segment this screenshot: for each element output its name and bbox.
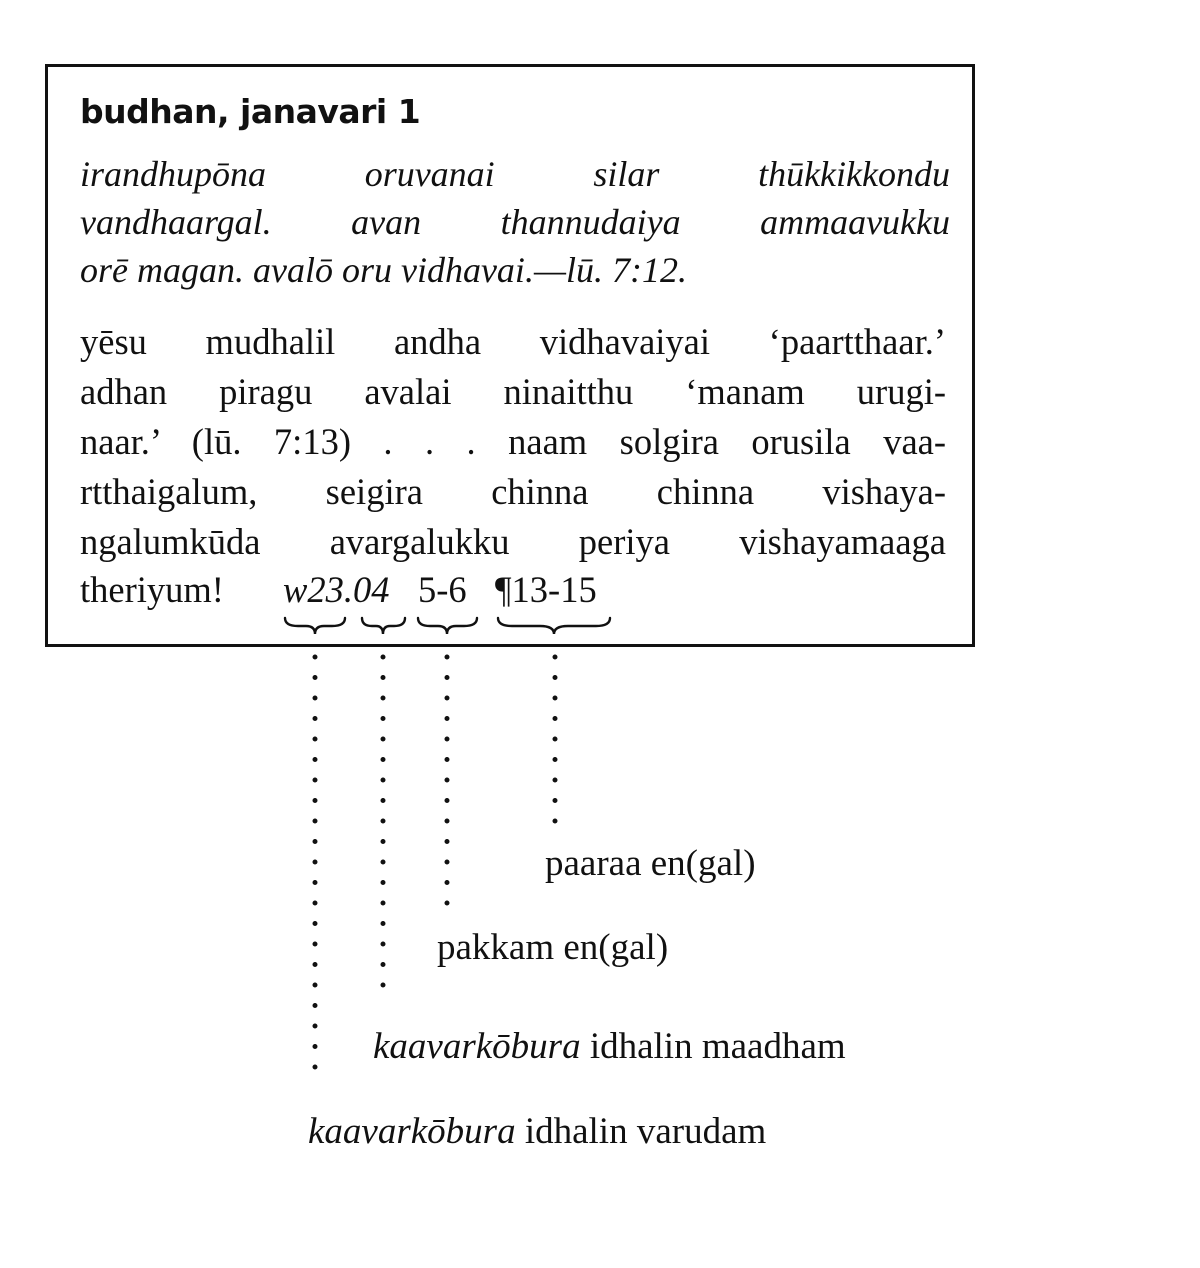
date-heading: budhan, janavari 1 bbox=[80, 92, 421, 131]
paragraph-numbers: ¶13-15 bbox=[495, 569, 597, 610]
page-numbers: 5-6 bbox=[418, 569, 467, 610]
brace-month bbox=[362, 618, 405, 634]
year-label-suffix: idhalin varudam bbox=[515, 1111, 767, 1152]
page-label: pakkam en(gal) bbox=[437, 927, 669, 968]
month-label bbox=[373, 1025, 846, 1068]
year-label bbox=[308, 1110, 766, 1153]
verse-line: vandhaargal. avan thannudaiya ammaavukku bbox=[80, 202, 950, 242]
month-label-suffix: idhalin maadham bbox=[580, 1026, 846, 1067]
body-line: ngalumkūda avargalukku periya vishayamaaga bbox=[80, 521, 946, 562]
verse-line: orē magan. avalō oru vidhavai.—lū. 7:12. bbox=[80, 250, 687, 290]
body-line: rtthaigalum, seigira chinna chinna vishaya- bbox=[80, 471, 946, 512]
body-line: adhan piragu avalai ninaitthu ‘manam urugi- bbox=[80, 371, 946, 412]
paragraph-label: paaraa en(gal) bbox=[545, 843, 756, 884]
body-line: naar.’ (lū. 7:13) . . . naam solgira orusila vaa- bbox=[80, 421, 946, 462]
year-label-magazine: kaavarkōbura bbox=[308, 1111, 516, 1152]
brace-page bbox=[418, 618, 477, 634]
brace-year bbox=[285, 618, 345, 634]
brace-paragraph bbox=[498, 618, 610, 634]
issue-code: w23.04 bbox=[283, 569, 390, 610]
last-line-text: theriyum! bbox=[80, 569, 224, 610]
month-label-magazine: kaavarkōbura bbox=[373, 1026, 581, 1067]
verse-line: irandhupōna oruvanai silar thūkkikkondu bbox=[80, 154, 950, 194]
body-line: yēsu mudhalil andha vidhavaiyai ‘paartthaar.’ bbox=[80, 321, 946, 362]
